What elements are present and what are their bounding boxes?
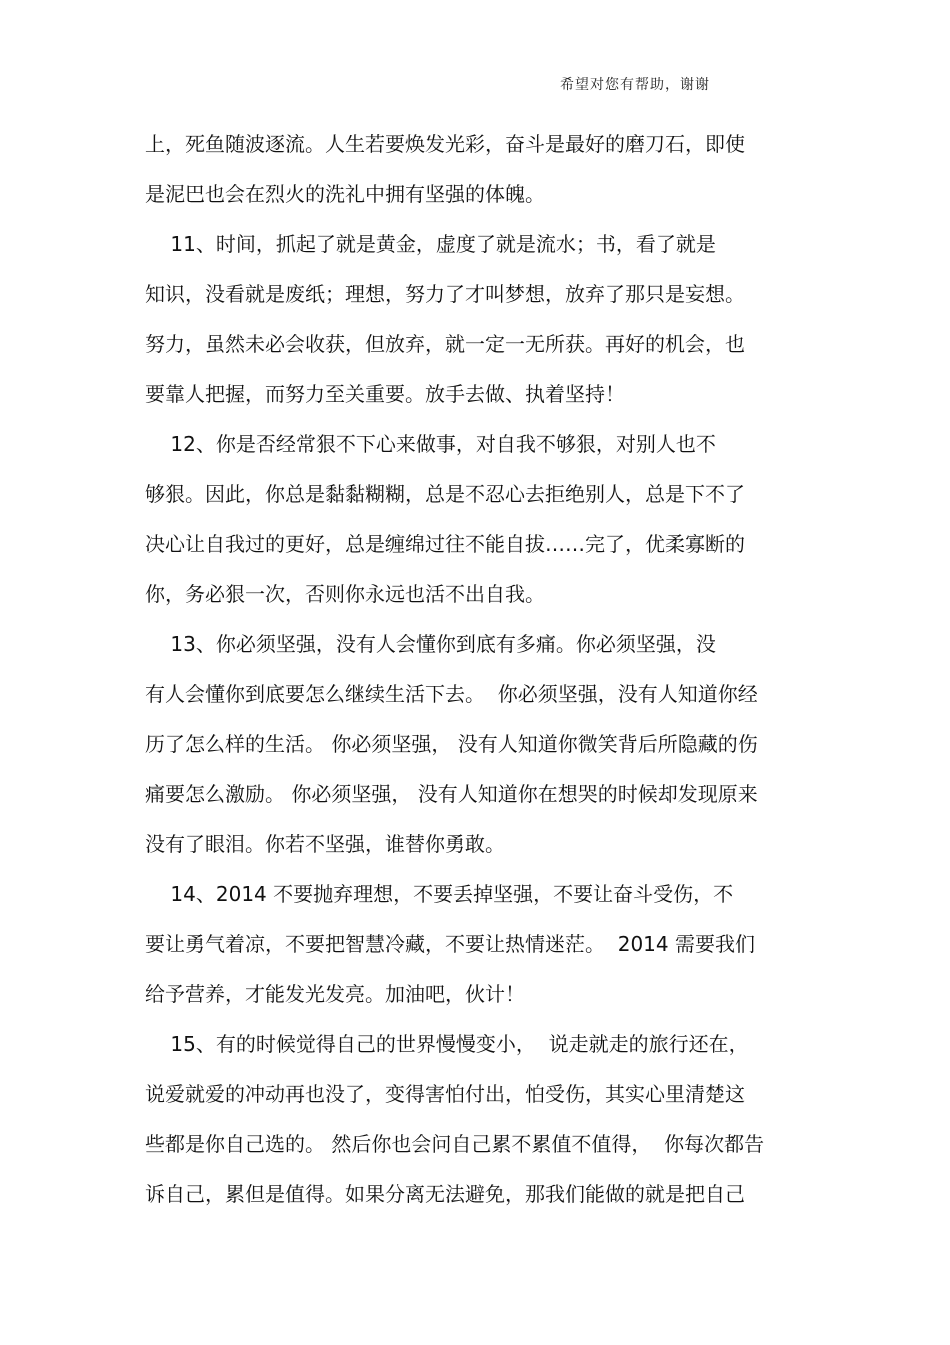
text-line: 13、你必须坚强，没有人会懂你到底有多痛。你必须坚强，没	[145, 632, 716, 656]
text-line: 决心让自我过的更好，总是缠绵过往不能自拔……完了，优柔寡断的	[145, 532, 745, 556]
text-line: 11、时间，抓起了就是黄金，虚度了就是流水；书，看了就是	[145, 232, 716, 256]
text-line: 历了怎么样的生活。 你必须坚强， 没有人知道你微笑背后所隐藏的伤	[145, 732, 758, 756]
text-line: 痛要怎么激励。 你必须坚强， 没有人知道你在想哭的时候却发现原来	[145, 782, 758, 806]
text-line: 没有了眼泪。你若不坚强，谁替你勇敢。	[145, 832, 505, 856]
text-line: 有人会懂你到底要怎么继续生活下去。 你必须坚强，没有人知道你经	[145, 682, 758, 706]
text-line: 努力，虽然未必会收获，但放弃，就一定一无所获。再好的机会，也	[145, 332, 745, 356]
text-line: 上，死鱼随波逐流。人生若要焕发光彩，奋斗是最好的磨刀石，即使	[145, 132, 745, 156]
text-line: 15、有的时候觉得自己的世界慢慢变小， 说走就走的旅行还在，	[145, 1032, 749, 1056]
text-line: 你，务必狠一次，否则你永远也活不出自我。	[145, 582, 545, 606]
text-line: 14、2014 不要抛弃理想，不要丢掉坚强，不要让奋斗受伤，不	[145, 882, 734, 906]
header-note: 希望对您有帮助，谢谢	[560, 77, 710, 93]
text-line: 够狠。因此，你总是黏黏糊糊，总是不忍心去拒绝别人，总是下不了	[145, 482, 745, 506]
text-line: 说爱就爱的冲动再也没了，变得害怕付出，怕受伤，其实心里清楚这	[145, 1082, 745, 1106]
text-line: 给予营养，才能发光发亮。加油吧，伙计！	[145, 982, 525, 1006]
text-line: 12、你是否经常狠不下心来做事，对自我不够狠，对别人也不	[145, 432, 716, 456]
text-line: 些都是你自己选的。 然后你也会问自己累不累值不值得， 你每次都告	[145, 1132, 765, 1156]
text-line: 是泥巴也会在烈火的洗礼中拥有坚强的体魄。	[145, 182, 545, 206]
text-line: 知识，没看就是废纸；理想，努力了才叫梦想，放弃了那只是妄想。	[145, 282, 745, 306]
text-line: 诉自己，累但是值得。如果分离无法避免，那我们能做的就是把自己	[145, 1182, 745, 1206]
text-line: 要靠人把握，而努力至关重要。放手去做、执着坚持！	[145, 382, 625, 406]
text-line: 要让勇气着凉，不要把智慧冷藏，不要让热情迷茫。 2014 需要我们	[145, 932, 755, 956]
